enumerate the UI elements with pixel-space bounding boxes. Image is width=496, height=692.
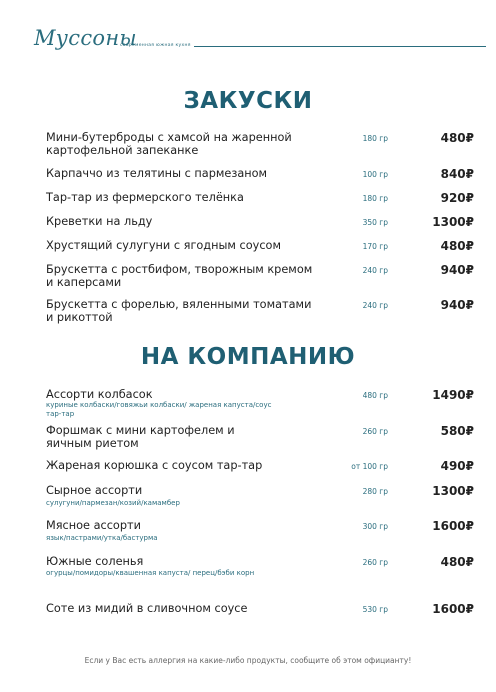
menu-item-price: 1490₽ — [432, 388, 474, 402]
menu-item-name: Сырное ассорти — [46, 484, 143, 497]
menu-item-ingredients: куриные колбаски/говяжьи колбаски/ жареная капуста/соус тар-тар — [46, 401, 272, 418]
restaurant-logo: Муссоны — [34, 26, 137, 50]
menu-item-name: Соте из мидий в сливочном соусе — [46, 602, 248, 615]
menu-item-name: Ассорти колбасок — [46, 388, 153, 401]
menu-item-weight: 240 гр — [362, 301, 388, 310]
section-title-appetizers: ЗАКУСКИ — [183, 88, 313, 114]
menu-item-name: Жареная корюшка с соусом тар-тар — [46, 459, 263, 472]
menu-item-name: Тар-тар из фермерского телёнка — [46, 191, 244, 204]
menu-item-weight: 100 гр — [362, 170, 388, 179]
restaurant-tagline: современная южная кухня — [120, 43, 191, 48]
menu-item-name: Хрустящий сулугуни с ягодным соусом — [46, 239, 281, 252]
menu-item-name: Креветки на льду — [46, 215, 153, 228]
menu-item-price: 480₽ — [440, 239, 474, 253]
menu-item-price: 480₽ — [440, 131, 474, 145]
menu-item-weight: от 100 гр — [351, 462, 388, 471]
menu-item-price: 1300₽ — [432, 215, 474, 229]
menu-item-weight: 180 гр — [362, 194, 388, 203]
menu-item-price: 940₽ — [440, 298, 474, 312]
menu-item-weight: 180 гр — [362, 134, 388, 143]
menu-item-weight: 240 гр — [362, 266, 388, 275]
header-divider — [194, 46, 486, 47]
menu-item-price: 490₽ — [440, 459, 474, 473]
menu-item-weight: 480 гр — [362, 391, 388, 400]
menu-item-price: 840₽ — [440, 167, 474, 181]
menu-item-price: 920₽ — [440, 191, 474, 205]
menu-item-price: 580₽ — [440, 424, 474, 438]
allergy-notice: Если у Вас есть аллергия на какие-либо продукты, сообщите об этом официанту! — [84, 656, 412, 665]
menu-item-weight: 170 гр — [362, 242, 388, 251]
menu-item-name: Брускетта с ростбифом, творожным кремом и каперсами — [46, 263, 313, 289]
section-title-for-company: НА КОМПАНИЮ — [140, 344, 356, 370]
menu-item-weight: 300 гр — [362, 522, 388, 531]
menu-item-name: Форшмак с мини картофелем и яичным риетом — [46, 424, 235, 450]
menu-item-ingredients: язык/пастрами/утка/бастурма — [46, 534, 158, 542]
menu-item-price: 1300₽ — [432, 484, 474, 498]
menu-item-weight: 260 гр — [362, 427, 388, 436]
menu-item-ingredients: сулугуни/пармезан/козий/камамбер — [46, 499, 180, 507]
menu-item-name: Мини-бутерброды с хамсой на жаренной картофельной запеканке — [46, 131, 292, 157]
menu-item-price: 1600₽ — [432, 519, 474, 533]
menu-item-weight: 280 гр — [362, 487, 388, 496]
menu-item-weight: 530 гр — [362, 605, 388, 614]
header — [34, 26, 474, 56]
menu-item-name: Южные соленья — [46, 555, 144, 568]
menu-item-name: Карпаччо из телятины с пармезаном — [46, 167, 268, 180]
menu-item-price: 1600₽ — [432, 602, 474, 616]
menu-item-ingredients: огурцы/помидоры/квашенная капуста/ перец/бэби корн — [46, 569, 255, 577]
menu-item-weight: 260 гр — [362, 558, 388, 567]
menu-item-name: Брускетта с форелью, вяленными томатами и рикоттой — [46, 298, 312, 324]
menu-item-weight: 350 гр — [362, 218, 388, 227]
menu-item-price: 940₽ — [440, 263, 474, 277]
menu-item-price: 480₽ — [440, 555, 474, 569]
menu-item-name: Мясное ассорти — [46, 519, 141, 532]
